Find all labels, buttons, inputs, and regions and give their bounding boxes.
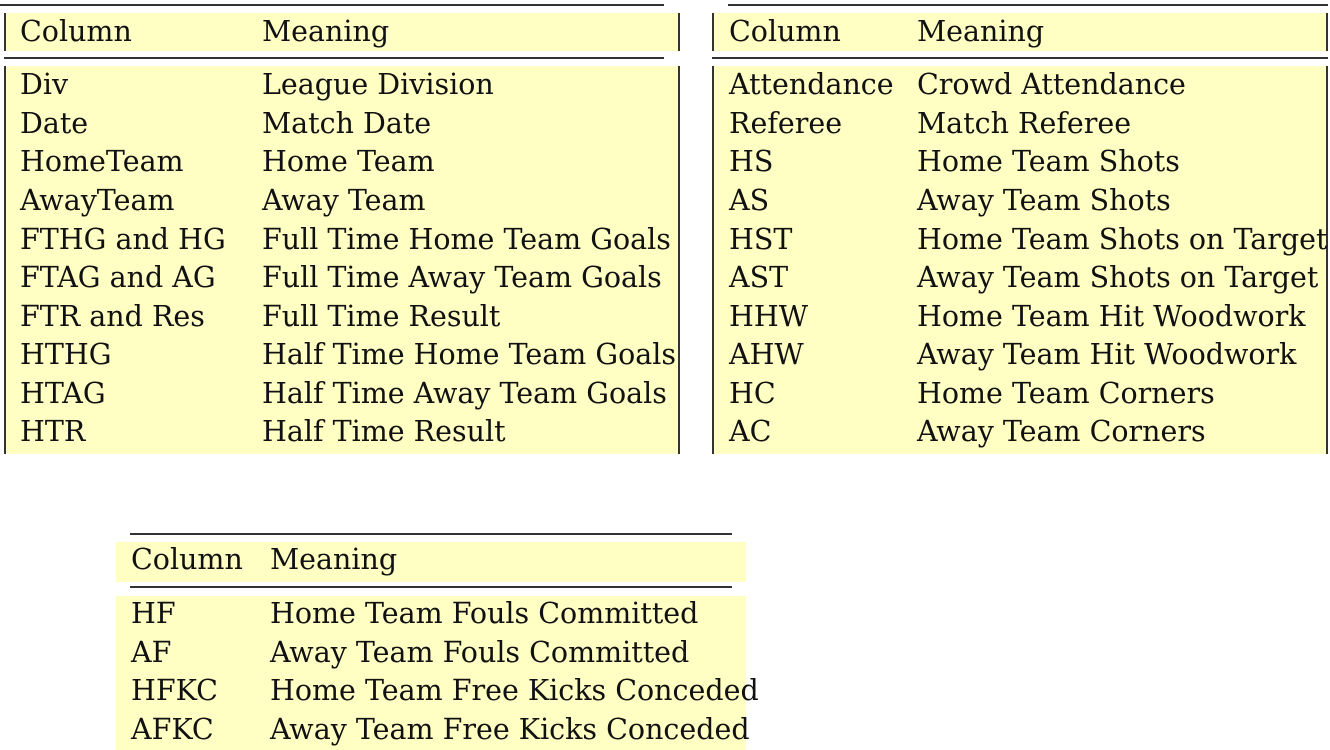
header-rule xyxy=(712,57,1328,59)
cell-meaning: Home Team Corners xyxy=(917,377,1215,410)
left-border xyxy=(4,66,6,454)
cell-column: AFKC xyxy=(131,713,214,746)
cell-meaning: Half Time Away Team Goals xyxy=(262,377,667,410)
cell-column: Date xyxy=(20,107,89,140)
table-match-basics xyxy=(0,0,680,460)
cell-column: HFKC xyxy=(131,674,218,707)
cell-meaning: Match Referee xyxy=(917,107,1132,140)
cell-column: FTR and Res xyxy=(20,300,205,333)
right-border xyxy=(1326,66,1328,454)
cell-column: AST xyxy=(729,261,789,294)
cell-column: HTAG xyxy=(20,377,106,410)
header-meaning: Meaning xyxy=(262,15,390,48)
cell-meaning: Home Team Hit Woodwork xyxy=(917,300,1306,333)
cell-meaning: Away Team Corners xyxy=(917,415,1206,448)
top-rule xyxy=(0,4,664,6)
cell-meaning: Crowd Attendance xyxy=(917,68,1186,101)
top-rule xyxy=(130,533,732,535)
cell-column: HomeTeam xyxy=(20,145,184,178)
left-border xyxy=(4,13,6,51)
cell-column: AHW xyxy=(729,338,804,371)
cell-meaning: Half Time Result xyxy=(262,415,506,448)
header-column: Column xyxy=(131,543,243,576)
cell-meaning: League Division xyxy=(262,68,494,101)
cell-meaning: Away Team xyxy=(262,184,426,217)
cell-column: HS xyxy=(729,145,774,178)
cell-column: AC xyxy=(729,415,772,448)
header-meaning: Meaning xyxy=(917,15,1045,48)
cell-column: HHW xyxy=(729,300,809,333)
cell-column: FTHG and HG xyxy=(20,223,226,256)
cell-meaning: Home Team Shots xyxy=(917,145,1180,178)
header-column: Column xyxy=(20,15,132,48)
cell-column: HTHG xyxy=(20,338,112,371)
right-border xyxy=(678,13,680,51)
cell-column: HST xyxy=(729,223,793,256)
cell-column: FTAG and AG xyxy=(20,261,216,294)
cell-meaning: Full Time Away Team Goals xyxy=(262,261,662,294)
cell-column: AwayTeam xyxy=(20,184,175,217)
header-column: Column xyxy=(729,15,841,48)
cell-column: Attendance xyxy=(729,68,894,101)
cell-meaning: Home Team xyxy=(262,145,435,178)
top-rule xyxy=(728,4,1328,6)
cell-column: HF xyxy=(131,597,176,630)
cell-meaning: Home Team Fouls Committed xyxy=(270,597,699,630)
cell-meaning: Away Team Hit Woodwork xyxy=(917,338,1297,371)
right-border xyxy=(1326,13,1328,51)
left-border xyxy=(712,13,714,51)
table-fouls xyxy=(112,526,759,750)
cell-meaning: Match Date xyxy=(262,107,432,140)
cell-column: Referee xyxy=(729,107,843,140)
cell-meaning: Full Time Home Team Goals xyxy=(262,223,671,256)
header-rule xyxy=(4,57,664,59)
header-rule xyxy=(130,586,732,588)
left-border xyxy=(712,66,714,454)
cell-meaning: Home Team Free Kicks Conceded xyxy=(270,674,759,707)
cell-column: Div xyxy=(20,68,69,101)
right-border xyxy=(678,66,680,454)
cell-column: AS xyxy=(729,184,770,217)
cell-meaning: Away Team Free Kicks Conceded xyxy=(270,713,750,746)
cell-meaning: Away Team Fouls Committed xyxy=(270,636,690,669)
cell-meaning: Half Time Home Team Goals xyxy=(262,338,677,371)
cell-column: HTR xyxy=(20,415,86,448)
header-meaning: Meaning xyxy=(270,543,398,576)
cell-meaning: Full Time Result xyxy=(262,300,501,333)
table-match-stats xyxy=(708,0,1330,460)
cell-column: HC xyxy=(729,377,776,410)
cell-meaning: Away Team Shots xyxy=(917,184,1171,217)
cell-meaning: Away Team Shots on Target xyxy=(917,261,1319,294)
cell-column: AF xyxy=(131,636,172,669)
cell-meaning: Home Team Shots on Target xyxy=(917,223,1328,256)
